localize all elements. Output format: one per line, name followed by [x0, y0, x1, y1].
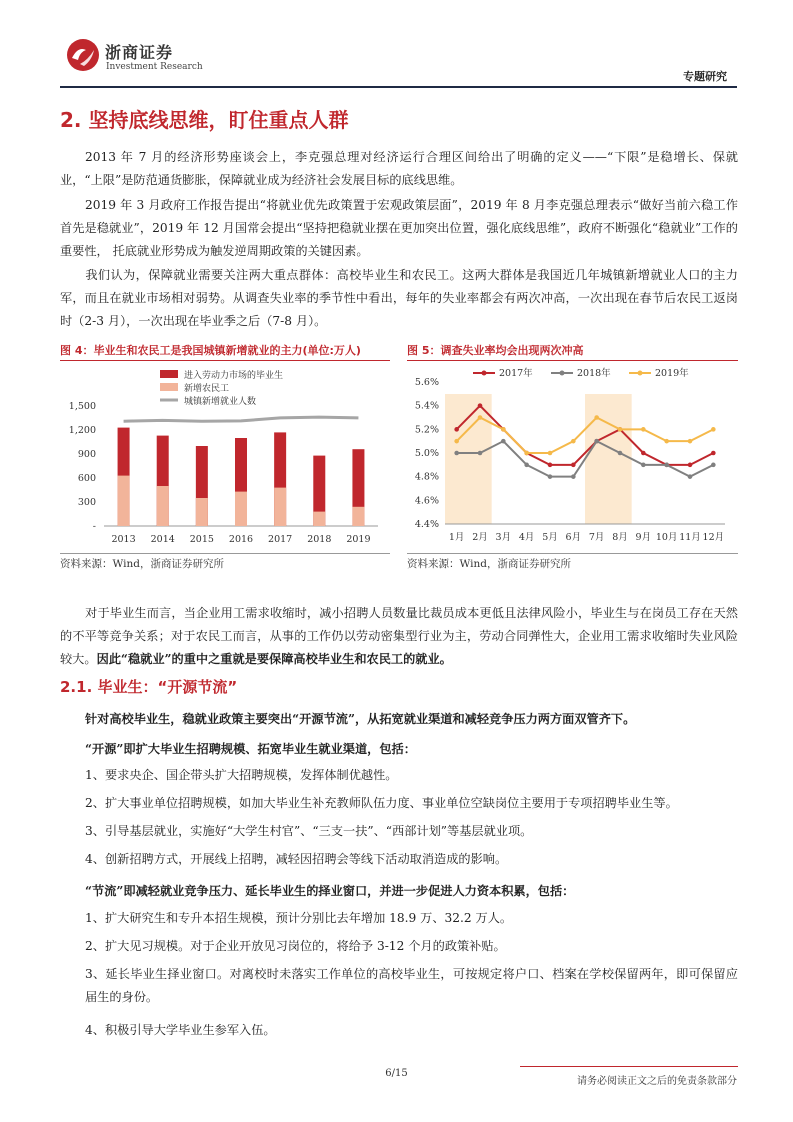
- y-tick-label: 1,500: [68, 401, 96, 412]
- legend-swatch-1: [160, 370, 178, 378]
- series-point-2019年: [548, 451, 553, 456]
- bar-migrant-workers: [235, 492, 247, 526]
- x-tick-label: 7月: [588, 532, 605, 543]
- highlight-band-2: [585, 394, 632, 524]
- series-point-2018年: [688, 474, 693, 479]
- x-tick-label: 9月: [635, 532, 652, 543]
- y-tick-label: 5.2%: [414, 424, 439, 436]
- page-number: 6/15: [385, 1068, 408, 1079]
- series-point-2018年: [501, 439, 506, 444]
- bar-migrant-workers: [352, 507, 364, 526]
- series-point-2017年: [641, 451, 646, 456]
- paragraph-4-emphasis: 因此“稳就业”的重中之重就是要保障高校毕业生和农民工的就业。: [96, 652, 452, 666]
- x-tick-label: 2017: [268, 534, 293, 545]
- y-tick-label: 600: [77, 473, 96, 484]
- x-tick-label: 4月: [518, 532, 535, 543]
- paragraph-1: [60, 146, 738, 192]
- legend-marker-3: [638, 371, 643, 376]
- save-flow-item-3: 3、延长毕业生择业窗口。对离校时未落实工作单位的高校毕业生，可按规定将户口、档案在学校保留两年，即可保留应届生的身份。: [85, 967, 738, 1004]
- figure-4-title: 图 4：毕业生和农民工是我国城镇新增就业的主力(单位:万人): [60, 344, 361, 357]
- page-header: [0, 0, 793, 90]
- series-point-2017年: [711, 451, 716, 456]
- series-point-2018年: [594, 439, 599, 444]
- legend-label-1: 2017年: [499, 368, 533, 379]
- section-title: 2. 坚持底线思维，盯住重点人群: [60, 108, 349, 132]
- open-source-heading: [60, 738, 738, 761]
- figure-4-source: 资料来源：Wind，浙商证券研究所: [60, 558, 224, 570]
- series-point-2019年: [641, 427, 646, 432]
- report-type-tag: 专题研究: [683, 70, 727, 83]
- series-point-2017年: [571, 463, 576, 468]
- paragraph-4: [60, 602, 738, 671]
- figure-5-source: 资料来源：Wind，浙商证券研究所: [407, 558, 571, 570]
- x-tick-label: 2013: [111, 534, 136, 545]
- y-tick-label: 4.6%: [414, 495, 439, 507]
- x-tick-label: 8月: [612, 532, 628, 543]
- figure-5-line-chart: [407, 362, 738, 552]
- x-tick-label: 2014: [150, 534, 175, 545]
- paragraph-4-text: 对于毕业生而言，当企业用工需求收缩时，减小招聘人员数量比裁员成本更低且法律风险小，毕业生与在岗员工存在天然的不平等竞争关系；对于农民工而言，从事的工作仍以劳动密集型行业为主，劳动合同弹性大，企业用工需求收缩时失业风险较大。: [60, 606, 738, 666]
- bar-migrant-workers: [118, 476, 130, 526]
- subsection-title: 2.1. 毕业生：“开源节流”: [60, 678, 238, 696]
- x-tick-label: 2018: [307, 534, 332, 545]
- y-tick-label: 5.0%: [414, 448, 439, 459]
- legend-marker-2: [560, 371, 565, 376]
- save-flow-heading-text: “节流”即减轻就业竞争压力、延长毕业生的择业窗口，并进一步促进人力资本积累，包括：: [85, 884, 575, 898]
- x-tick-label: 2016: [228, 534, 254, 545]
- bar-migrant-workers: [157, 486, 169, 526]
- series-point-2018年: [571, 474, 576, 479]
- footer-divider: [520, 1066, 738, 1067]
- series-point-2019年: [618, 427, 623, 432]
- y-tick-label: -: [92, 521, 96, 532]
- zheshang-logo-icon: [66, 38, 100, 72]
- save-flow-item-2: 2、扩大见习规模。对于企业开放见习岗位的，将给予 3-12 个月的政策补贴。: [85, 939, 506, 953]
- series-point-2019年: [478, 415, 483, 420]
- series-point-2019年: [711, 427, 716, 432]
- lead-paragraph: [60, 708, 738, 731]
- figure-4-bar-chart: [60, 362, 390, 552]
- x-tick-label: 6月: [565, 532, 582, 543]
- urban-new-jobs-line: [124, 417, 359, 421]
- paragraph-2: [60, 194, 738, 263]
- series-point-2017年: [454, 427, 459, 432]
- bar-migrant-workers: [313, 512, 325, 526]
- open-source-item-1: 1、要求央企、国企带头扩大招聘规模，发挥体制优越性。: [85, 768, 398, 782]
- series-point-2017年: [688, 463, 693, 468]
- highlight-band-1: [445, 394, 492, 524]
- figure-5-title-rule: [407, 360, 738, 361]
- figure-4-title-rule: [60, 360, 390, 361]
- save-flow-item-4: 4、积极引导大学毕业生参军入伍。: [85, 1023, 276, 1037]
- series-point-2019年: [454, 439, 459, 444]
- series-point-2018年: [664, 463, 669, 468]
- paragraph-3-text: 我们认为，保障就业需要关注两大重点群体：高校毕业生和农民工。这两大群体是我国近几年城镇新增就业人口的主力军，而且在就业市场相对弱势。从调查失业率的季节性中看出，每年的失业率都会有两次冲高，一次出现在春节后农民工返岗时（2-3 月），一次出现在毕业季之后（7-8 月）。: [60, 268, 738, 328]
- logo-text: 浙商证券: [105, 43, 174, 62]
- bar-migrant-workers: [274, 488, 286, 526]
- x-tick-label: 3月: [495, 532, 512, 543]
- series-point-2017年: [478, 403, 483, 408]
- figure-5-title: 图 5：调查失业率均会出现两次冲高: [407, 344, 584, 357]
- y-tick-label: 5.4%: [414, 400, 439, 412]
- series-point-2018年: [524, 463, 529, 468]
- figure-4-source-rule: [60, 553, 390, 554]
- legend-marker-1: [482, 371, 487, 376]
- header-divider: [60, 86, 737, 88]
- open-source-item-4: 4、创新招聘方式，开展线上招聘，减轻因招聘会等线下活动取消造成的影响。: [85, 852, 508, 866]
- open-source-heading-text: “开源”即扩大毕业生招聘规模、拓宽毕业生就业渠道，包括：: [85, 742, 416, 756]
- legend-label-2: 新增农民工: [184, 384, 230, 394]
- save-flow-item-1: 1、扩大研究生和专升本招生规模，预计分别比去年增加 18.9 万、32.2 万人。: [85, 911, 513, 925]
- bar-migrant-workers: [196, 498, 208, 526]
- x-tick-label: 1月: [448, 532, 465, 543]
- x-tick-label: 12月: [702, 532, 725, 543]
- x-tick-label: 2月: [472, 532, 488, 543]
- x-tick-label: 11月: [679, 532, 701, 543]
- legend-label-3: 城镇新增就业人数: [184, 397, 257, 407]
- series-point-2019年: [524, 451, 529, 456]
- series-point-2018年: [711, 463, 716, 468]
- x-tick-label: 5月: [542, 532, 558, 543]
- paragraph-3: [60, 264, 738, 333]
- series-point-2019年: [571, 439, 576, 444]
- y-tick-label: 4.8%: [414, 471, 439, 483]
- legend-label-3: 2019年: [655, 368, 689, 379]
- legend-swatch-2: [160, 383, 178, 391]
- figure-5-source-rule: [407, 553, 738, 554]
- x-tick-label: 2019: [346, 534, 371, 545]
- legend-label-2: 2018年: [577, 368, 611, 379]
- series-point-2018年: [478, 451, 483, 456]
- y-tick-label: 4.4%: [414, 519, 439, 530]
- open-source-item-3: 3、引导基层就业，实施好“大学生村官”、“三支一扶”、“西部计划”等基层就业项。: [85, 824, 533, 838]
- series-point-2017年: [548, 463, 553, 468]
- series-point-2019年: [688, 439, 693, 444]
- x-tick-label: 10月: [655, 532, 678, 543]
- series-point-2018年: [548, 474, 553, 479]
- paragraph-1-text: 2013 年 7 月的经济形势座谈会上，李克强总理对经济运行合理区间给出了明确的定义——“下限”是稳增长、保就业，“上限”是防范通货膨胀，保障就业成为经济社会发展目标的底线思维。: [60, 150, 738, 187]
- save-flow-heading: [60, 880, 738, 903]
- series-point-2019年: [664, 439, 669, 444]
- logo-subtext: Investment Research: [106, 62, 203, 72]
- open-source-item-2: 2、扩大事业单位招聘规模，如加大毕业生补充教师队伍力度、事业单位空缺岗位主要用于专项招聘毕业生等。: [85, 796, 678, 810]
- legend-label-1: 进入劳动力市场的毕业生: [184, 371, 284, 381]
- series-point-2019年: [501, 427, 506, 432]
- y-tick-label: 5.6%: [414, 377, 439, 388]
- series-point-2018年: [454, 451, 459, 456]
- series-point-2018年: [641, 463, 646, 468]
- series-point-2018年: [618, 451, 623, 456]
- series-point-2019年: [594, 415, 599, 420]
- y-tick-label: 300: [77, 497, 96, 508]
- x-tick-label: 2015: [189, 534, 214, 545]
- y-tick-label: 900: [77, 449, 96, 460]
- paragraph-2-text: 2019 年 3 月政府工作报告提出“将就业优先政策置于宏观政策层面”，2019 年 8 月李克强总理表示“做好当前六稳工作首先是稳就业”，2019 年 12 月国常会提出“坚持把稳就业摆在更加突出位置，强化底线思维”，政府不断强化“稳就业”工作的重要性， 托底就业形势成为触发逆周期政策的关键因素。: [60, 198, 738, 258]
- disclaimer-text: 请务必阅读正文之后的免责条款部分: [577, 1076, 737, 1087]
- y-tick-label: 1,200: [68, 425, 96, 436]
- lead-paragraph-text: 针对高校毕业生，稳就业政策主要突出“开源节流”，从拓宽就业渠道和减轻竞争压力两方面双管齐下。: [85, 712, 636, 726]
